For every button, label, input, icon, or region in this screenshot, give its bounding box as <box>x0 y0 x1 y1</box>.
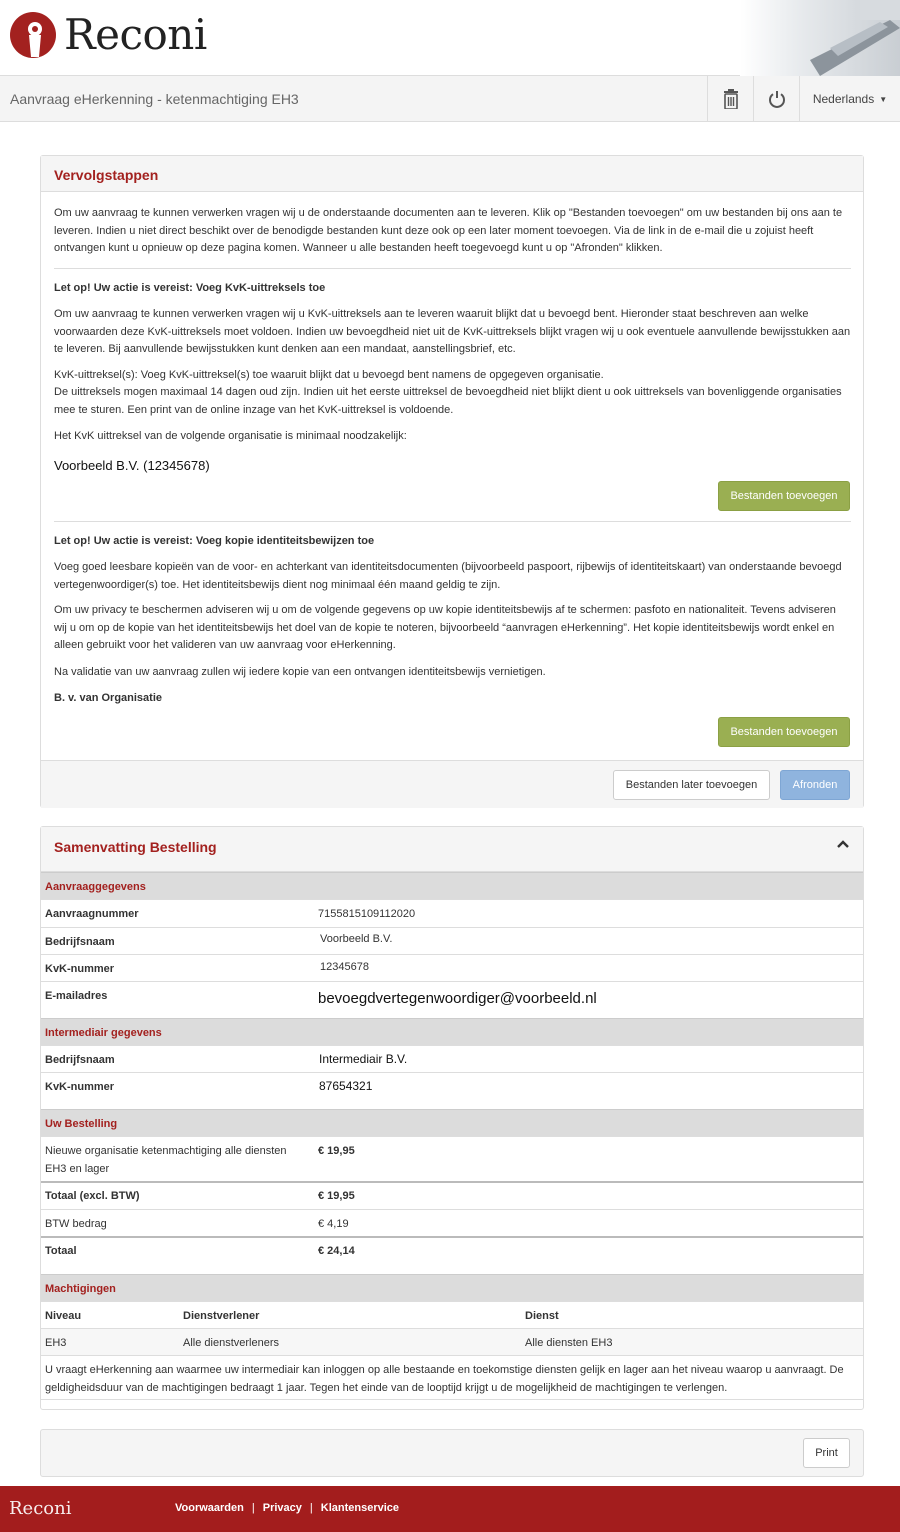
row-label: KvK-nummer <box>45 1081 115 1093</box>
table-row <box>41 927 863 954</box>
total-label: Totaal <box>45 1245 77 1257</box>
kvk-requirement: KvK-uittreksel(s): Voeg KvK-uittreksel(s) toe waaruit blijkt dat u bevoegd bent namens de opgegeven organisatie. <box>54 369 604 381</box>
table-row <box>41 981 863 1018</box>
footer-separator: | <box>309 1502 313 1514</box>
row-label: KvK-nummer <box>45 963 115 975</box>
footer-links <box>175 1502 399 1514</box>
intermediary-kvk-value: 87654321 <box>319 1079 373 1093</box>
divider <box>54 268 851 269</box>
footer-link-terms[interactable]: Voorwaarden <box>175 1502 244 1514</box>
id-action-title: Let op! Uw actie is vereist: Voeg kopie identiteitsbewijzen toe <box>54 535 375 547</box>
order-summary-header[interactable] <box>41 827 863 872</box>
caret-down-icon: ▼ <box>879 94 888 104</box>
kvk-minimum-note: Het KvK uittreksel van de volgende organisatie is minimaal noodzakelijk: <box>54 430 407 442</box>
id-destruction-note: Na validatie van uw aanvraag zullen wij iedere kopie van een ontvangen identiteitsbewijs vernietigen. <box>54 666 546 678</box>
column-header-service: Dienst <box>525 1310 559 1322</box>
service-value: Alle diensten EH3 <box>525 1337 613 1349</box>
vat-value: € 4,19 <box>318 1218 349 1230</box>
language-label: Nederlands <box>812 92 875 106</box>
company-name-value: Voorbeeld B.V. <box>320 933 393 945</box>
column-header-provider: Dienstverlener <box>183 1310 260 1322</box>
footer-separator: | <box>251 1502 255 1514</box>
kvk-description: Om uw aanvraag te kunnen verwerken vragen wij u KvK-uittreksels aan te leveren waaruit blijkt dat u bevoegd bent. Hieronder staat beschreven aan welke voorwaarden deze KvK-uittreksels moet voldoen. Indien uw bevoegdheid niet uit de KvK-uittreksels blijkt vragen wij u ook eventuele aanvullende bewijsstukken aan te leveren. Bij aanvullende bewijsstukken kunt denken aan een mandaat, aanstellingsbrief, etc. <box>54 308 851 355</box>
level-value: EH3 <box>45 1337 67 1349</box>
kvk-add-files-button[interactable]: Bestanden toevoegen <box>718 481 850 511</box>
authorization-note: U vraagt eHerkenning aan waarmee uw intermediair kan inloggen op alle bestaande en toekomstige diensten gelijk en lager aan het niveau waarop u aanvraagt. De geldigheidsduur van de machtigingen bedraagt 1 jaar. Tegen het einde van de looptijd krijgt u de mogelijkheid de machtigingen te verlengen. <box>45 1364 844 1394</box>
section-authorizations: Machtigingen <box>41 1274 863 1301</box>
order-item-label: Nieuwe organisatie ketenmachtiging alle diensten EH3 en lager <box>45 1145 287 1175</box>
subtotal-value: € 19,95 <box>318 1190 355 1202</box>
authorization-note-row <box>41 1355 863 1400</box>
footer-link-privacy[interactable]: Privacy <box>262 1502 302 1514</box>
table-header-row <box>41 1301 863 1328</box>
table-row <box>41 1328 863 1355</box>
finish-button[interactable]: Afronden <box>780 770 850 800</box>
language-dropdown[interactable] <box>799 76 900 122</box>
kvk-age-note: De uittreksels mogen maximaal 14 dagen oud zijn. Indien uit het eerste uittreksel de bevoegdheid niet blijkt dient u ook uittreksels van bovenliggende organisaties mee te sturen. Een print van de online inzage van het KvK-uittreksel is voldoende. <box>54 386 842 416</box>
id-description: Voeg goed leesbare kopieën van de voor- en achterkant van identiteitsdocumenten (bijvoorbeeld paspoort, rijbewijs of identiteitskaart) van onderstaande bevoegd vertegenwoordiger(s) toe. Het identiteitsbewijs dient nog minimaal één maand geldig te zijn. <box>54 561 842 591</box>
provider-value: Alle dienstverleners <box>183 1337 279 1349</box>
add-files-later-button[interactable]: Bestanden later toevoegen <box>613 770 770 800</box>
email-value: bevoegdvertegenwoordiger@voorbeeld.nl <box>318 990 597 1007</box>
section-order: Uw Bestelling <box>41 1109 863 1136</box>
table-row <box>41 1045 863 1072</box>
brand-name[interactable]: Reconi <box>64 10 207 59</box>
table-row <box>41 954 863 981</box>
next-steps-header <box>41 156 863 192</box>
footer-brand: Reconi <box>9 1498 72 1519</box>
next-steps-footer <box>41 760 863 808</box>
table-row <box>41 1072 863 1109</box>
vat-label: BTW bedrag <box>45 1218 107 1230</box>
row-label: E-mailadres <box>45 990 108 1002</box>
table-row <box>41 1209 863 1236</box>
reconi-logo-icon[interactable] <box>9 11 57 59</box>
page-title-bar <box>0 76 900 122</box>
row-label: Bedrijfsnaam <box>45 936 115 948</box>
row-label: Bedrijfsnaam <box>45 1054 115 1066</box>
kvk-action-title: Let op! Uw actie is vereist: Voeg KvK-uittreksels toe <box>54 282 326 294</box>
order-summary-panel <box>40 826 864 1410</box>
chevron-up-icon[interactable] <box>836 839 850 849</box>
kvk-organisation: Voorbeeld B.V. (12345678) <box>54 458 210 473</box>
delete-button[interactable] <box>707 76 753 122</box>
footer-link-customer-service[interactable]: Klantenservice <box>320 1502 400 1514</box>
order-summary-title: Samenvatting Bestelling <box>54 839 217 855</box>
table-row <box>41 899 863 927</box>
table-row <box>41 1136 863 1181</box>
kvk-number-value: 12345678 <box>320 961 369 973</box>
request-number-value: 7155815109112020 <box>318 908 416 920</box>
total-value: € 24,14 <box>318 1245 355 1257</box>
intro-text: Om uw aanvraag te kunnen verwerken vragen wij u de onderstaande documenten aan te leveren. Klik op "Bestanden toevoegen" om uw bestanden bij ons aan te leveren. Indien u niet direct beschikt over de benodigde bestanden kunt deze ook op een later moment toevoegen. Via de link in de e-mail die u zojuist heeft ontvangen kunt u opnieuw op deze pagina komen. Wanneer u alle bestanden heeft toegevoegd kunt u op "Afronden" klikken. <box>54 207 843 254</box>
subtotal-label: Totaal (excl. BTW) <box>45 1190 140 1202</box>
print-panel <box>40 1429 864 1477</box>
table-row <box>41 1181 863 1209</box>
intermediary-name-value: Intermediair B.V. <box>319 1052 408 1066</box>
next-steps-title: Vervolgstappen <box>54 167 159 183</box>
section-request-details: Aanvraaggegevens <box>41 872 863 899</box>
divider <box>54 521 851 522</box>
site-header <box>0 0 900 76</box>
row-label: Aanvraagnummer <box>45 908 139 920</box>
column-header-level: Niveau <box>45 1310 82 1322</box>
page-title: Aanvraag eHerkenning - ketenmachtiging EH3 <box>10 91 299 107</box>
id-add-files-button[interactable]: Bestanden toevoegen <box>718 717 850 747</box>
trash-icon <box>723 89 739 109</box>
id-privacy-advice: Om uw privacy te beschermen adviseren wij u om de volgende gegevens op uw kopie identiteitsbewijs af te schermen: pasfoto en nationaliteit. Tevens adviseren wij u om op de kopie van het identiteitsbewijs het doel van de kopie te noteren, bijvoorbeeld “aanvragen eHerkenning”. Het kopie identiteitsbewijs wordt enkel en alleen gebruikt voor het valideren van uw aanvraag voor eHerkenning. <box>54 604 836 651</box>
power-icon <box>768 90 786 108</box>
print-button[interactable]: Print <box>803 1438 850 1468</box>
logout-button[interactable] <box>753 76 799 122</box>
next-steps-panel <box>40 155 864 808</box>
section-intermediary-details: Intermediair gegevens <box>41 1018 863 1045</box>
table-row <box>41 1236 863 1274</box>
header-photo-image <box>740 0 900 76</box>
site-footer <box>0 1486 900 1532</box>
id-person-name: B. v. van Organisatie <box>54 692 163 704</box>
order-item-price: € 19,95 <box>318 1145 355 1157</box>
